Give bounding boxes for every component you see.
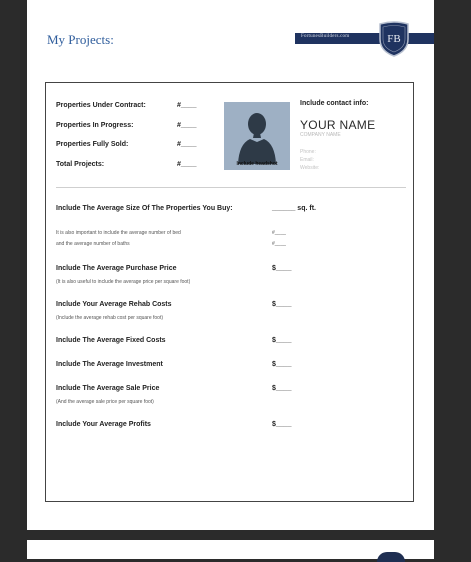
- baths-value: #____: [272, 241, 286, 247]
- section-divider: [56, 187, 406, 188]
- purchase-price-answer: $____: [272, 265, 292, 272]
- stat-label-total: Total Projects:: [56, 161, 105, 168]
- person-silhouette-icon: [224, 102, 290, 170]
- fixed-costs-question: Include The Average Fixed Costs: [56, 337, 166, 344]
- stat-value-total: #____: [177, 161, 197, 168]
- purchase-price-note: (It is also useful to include the average price per square foot): [56, 279, 191, 285]
- contact-email: Email:: [300, 157, 314, 163]
- page-title: My Projects:: [47, 32, 114, 47]
- headshot-label: Include headshot: [236, 161, 278, 167]
- rehab-costs-question: Include Your Average Rehab Costs: [56, 301, 172, 308]
- logo-text: FB: [387, 33, 401, 45]
- stat-label-in-progress: Properties In Progress:: [56, 122, 134, 129]
- headshot-placeholder: [224, 102, 290, 170]
- stat-label-fully-sold: Properties Fully Sold:: [56, 141, 129, 148]
- sale-price-note: (And the average sale price per square foot): [56, 399, 154, 405]
- stat-value-fully-sold: #____: [177, 141, 197, 148]
- profits-question: Include Your Average Profits: [56, 421, 151, 428]
- purchase-price-question: Include The Average Purchase Price: [56, 265, 177, 272]
- contact-website: Website:: [300, 165, 320, 171]
- sale-price-answer: $____: [272, 385, 292, 392]
- stat-value-under-contract: #____: [177, 102, 197, 109]
- size-note-baths: and the average number of baths: [56, 241, 130, 247]
- investment-question: Include The Average Investment: [56, 361, 163, 368]
- sale-price-question: Include The Average Sale Price: [56, 385, 160, 392]
- next-page-logo-icon: [377, 552, 405, 562]
- size-question: Include The Average Size Of The Properties You Buy:: [56, 205, 233, 212]
- projects-form: [45, 82, 414, 502]
- contact-phone: Phone:: [300, 149, 316, 155]
- profits-answer: $____: [272, 421, 292, 428]
- stat-value-in-progress: #____: [177, 122, 197, 129]
- size-note-beds: It is also important to include the average number of bed: [56, 230, 181, 236]
- beds-value: #____: [272, 230, 286, 236]
- contact-heading: Include contact info:: [300, 100, 369, 107]
- rehab-costs-answer: $____: [272, 301, 292, 308]
- shield-logo-icon: [377, 21, 411, 57]
- fixed-costs-answer: $____: [272, 337, 292, 344]
- investment-answer: $____: [272, 361, 292, 368]
- brand-bar: [295, 33, 434, 44]
- website-url: FortunesBuilders.com: [301, 34, 350, 39]
- document-page: [27, 0, 434, 530]
- contact-name: YOUR NAME: [300, 118, 376, 132]
- contact-company: COMPANY NAME: [300, 132, 341, 138]
- size-answer: ______ sq. ft.: [272, 205, 316, 212]
- stat-label-under-contract: Properties Under Contract:: [56, 102, 146, 109]
- next-page-edge: [27, 540, 434, 559]
- rehab-costs-note: (Include the average rehab cost per square foot): [56, 315, 164, 321]
